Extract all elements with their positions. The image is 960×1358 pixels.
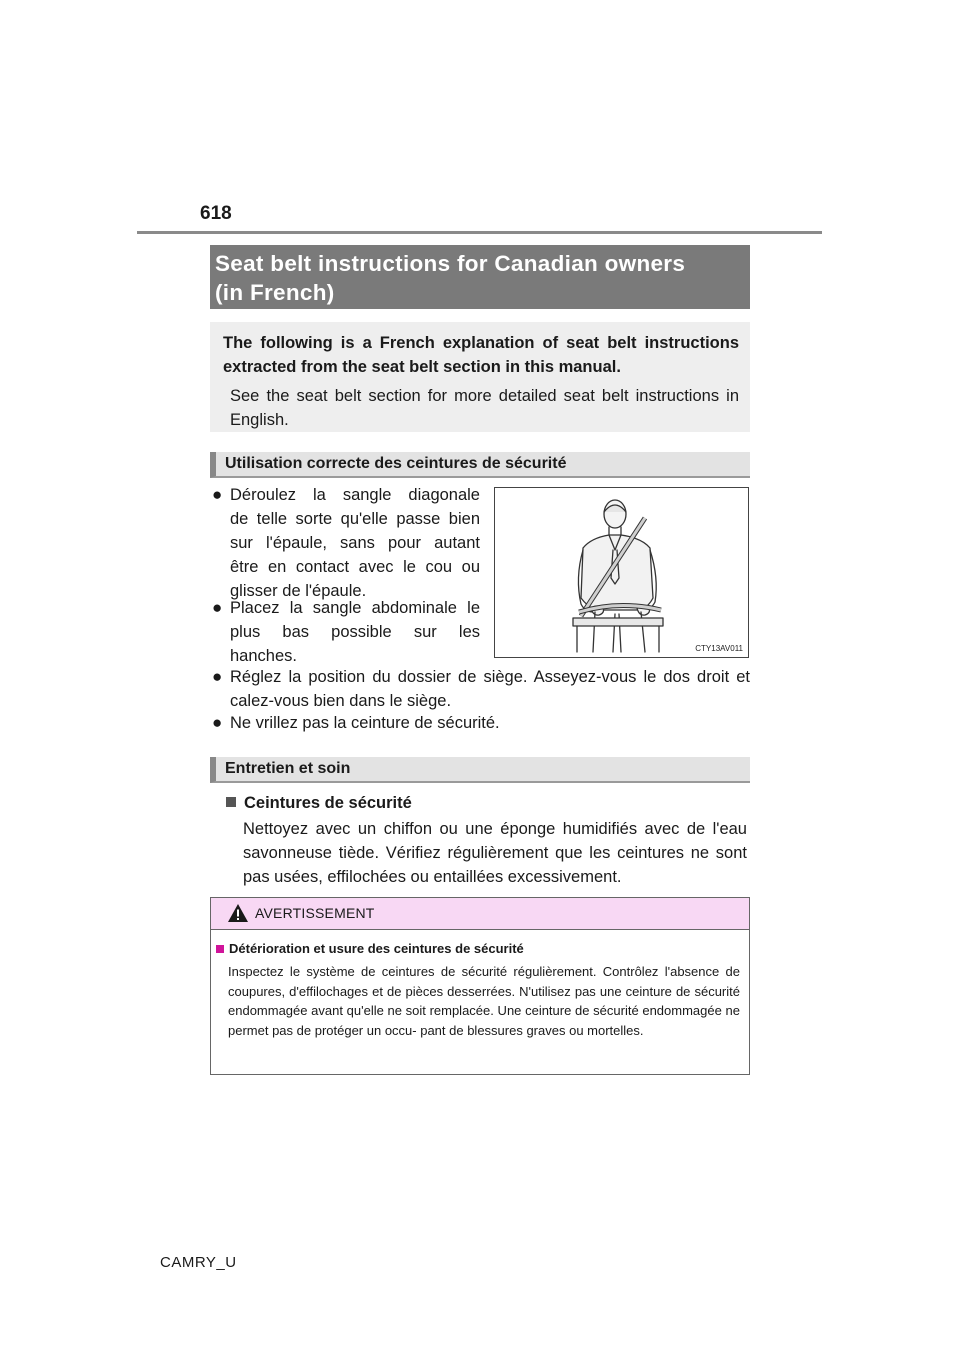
intro-normal-text: See the seat belt section for more detailed seat belt instructions in English. — [230, 387, 739, 429]
subheading-text: Ceintures de sécurité — [244, 794, 412, 812]
square-marker-icon — [226, 797, 236, 807]
bullet-text: Ne vrillez pas la ceinture de sécurité. — [230, 714, 500, 732]
bullet-line: glisser de l'épaule. — [230, 582, 367, 600]
bullet-line: de telle sorte qu'elle passe bien — [230, 510, 480, 528]
bullet-text: Réglez la position du dossier de siège. Asseyez-vous le dos droit et calez-vous bien dans le siège. — [230, 668, 750, 710]
footer-model-code: CAMRY_U — [160, 1254, 237, 1271]
square-marker-icon — [216, 945, 224, 953]
bullet-text — [230, 483, 480, 603]
bullet-line: sur l'épaule, sans pour autant — [230, 534, 480, 552]
bullet-dot-icon: ● — [212, 667, 223, 686]
section-heading-care: Entretien et soin — [210, 757, 750, 783]
intro-box — [210, 322, 750, 432]
title-line-2: (in French) — [215, 280, 335, 305]
bullet-line: être en contact avec le cou ou — [230, 558, 480, 576]
warning-header — [211, 898, 749, 930]
section-heading-usage: Utilisation correcte des ceintures de sécurité — [210, 452, 750, 478]
warning-triangle-icon — [227, 903, 249, 923]
warning-label: AVERTISSEMENT — [255, 905, 375, 921]
bullet-dot-icon: ● — [212, 485, 223, 504]
seat-belt-illustration — [494, 487, 749, 658]
page-title — [210, 245, 750, 309]
bullet-dot-icon: ● — [212, 598, 223, 617]
intro-bold-text — [223, 331, 739, 379]
bullet-line: Placez la sangle abdominale le — [230, 599, 480, 617]
care-paragraph: Nettoyez avec un chiffon ou une éponge humidifiés avec de l'eau savonneuse tiède. Vérifiez régulièrement que les ceintures ne sont pas usées, effilochées ou entaillées excessivement. — [243, 820, 747, 886]
warning-subheading-text: Détérioration et usure des ceintures de sécurité — [229, 941, 524, 956]
page-number: 618 — [200, 203, 232, 224]
title-line-1: Seat belt instructions for Canadian owners — [215, 251, 686, 276]
warning-box — [210, 897, 750, 1075]
figure-code: CTY13AV011 — [695, 644, 743, 653]
seated-person-belt-icon — [495, 488, 748, 657]
intro-bold-line-2: extracted from the seat belt section in this manual. — [223, 358, 621, 376]
warning-text: Inspectez le système de ceintures de sécurité régulièrement. Contrôlez l'absence de coupures, d'effilochages et de pièces desserrées. N'utilisez pas une ceinture de sécurité endommagée avant qu'elle ne soit remplacée. Une ceinture de sécurité endommagée ne permet pas de protéger un occu- pant de blessures graves ou mortelles. — [228, 964, 740, 1038]
warning-subheading — [216, 941, 524, 956]
header-rule — [137, 231, 822, 234]
bullet-line: hanches. — [230, 647, 297, 665]
bullet-dot-icon: ● — [212, 713, 223, 732]
bullet-text — [230, 596, 480, 668]
bullet-line: plus bas possible sur les — [230, 623, 480, 641]
intro-bold-line-1: The following is a French explanation of seat belt instructions — [223, 334, 739, 352]
bullet-line: Déroulez la sangle diagonale — [230, 486, 480, 504]
subheading-seat-belts — [226, 791, 412, 815]
